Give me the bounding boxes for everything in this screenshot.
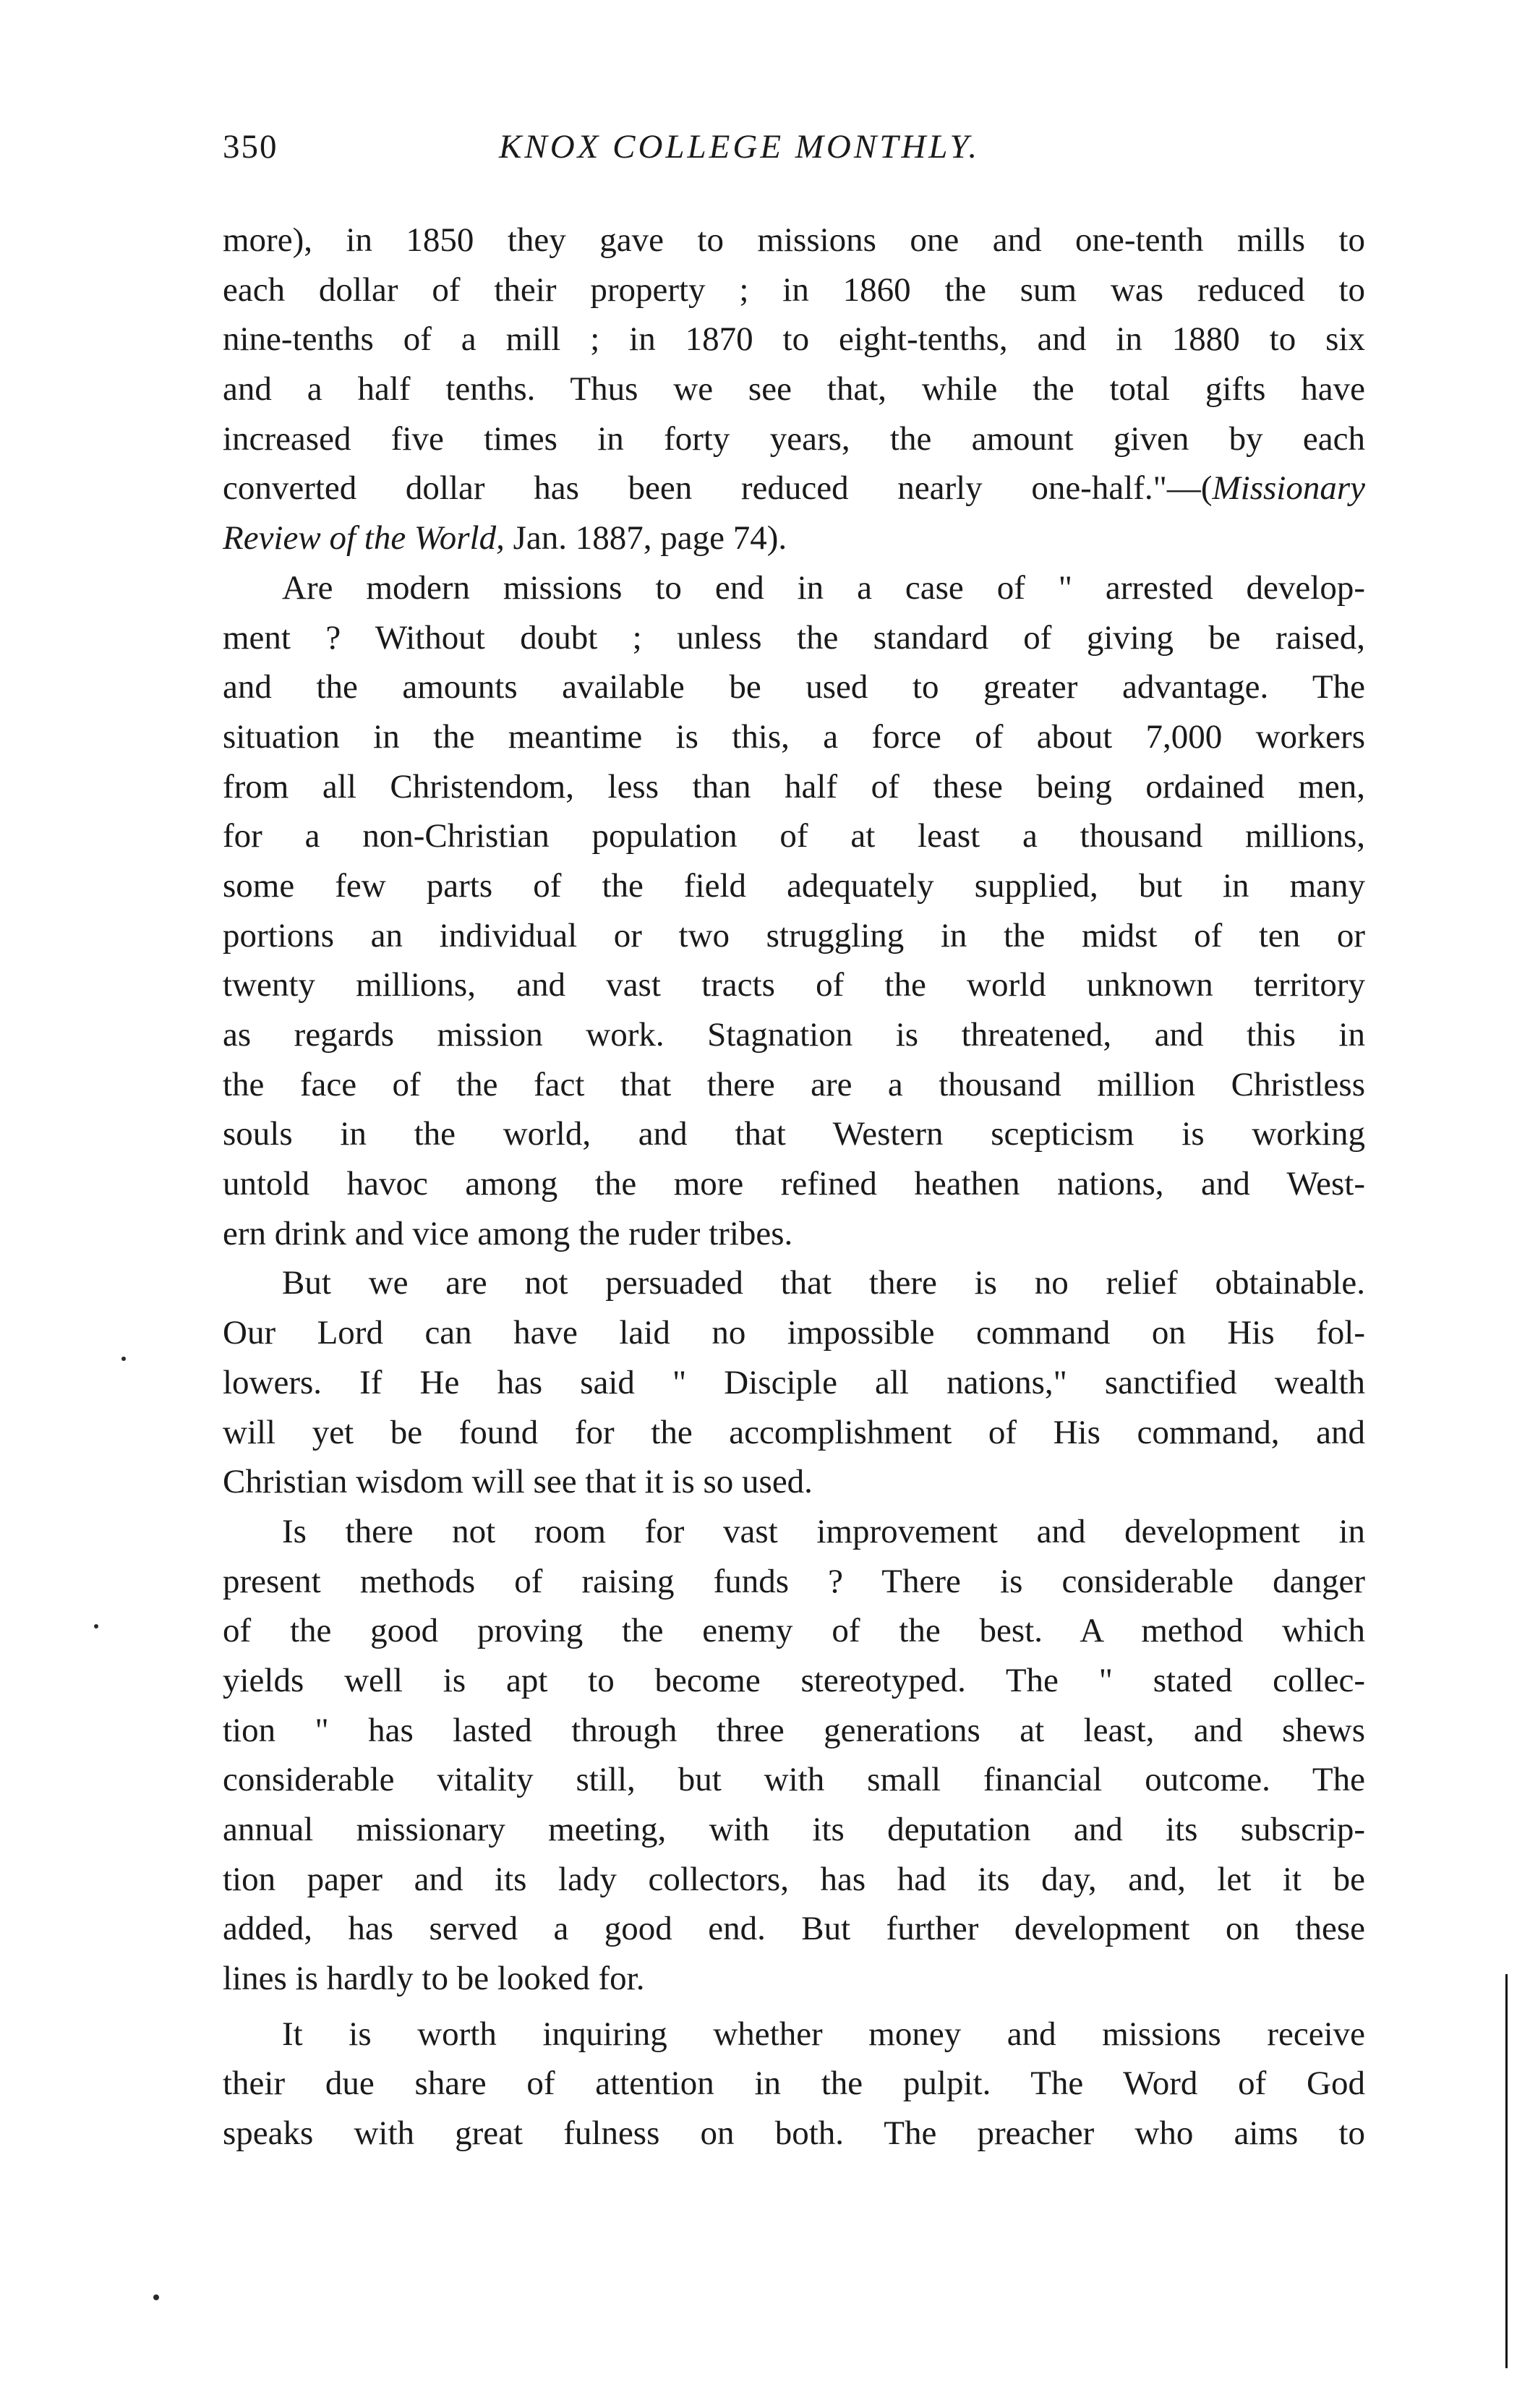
text-line: more), in 1850 they gave to missions one and one-tenth mills to bbox=[223, 221, 1365, 259]
text-line: ment ? Without doubt ; unless the standard of giving be raised, bbox=[223, 618, 1365, 657]
text-line: and the amounts available be used to greater advantage. The bbox=[223, 668, 1365, 706]
text-line: Our Lord can have laid no impossible command on His fol- bbox=[223, 1314, 1365, 1352]
body-text bbox=[223, 215, 1365, 2159]
text-line: annual missionary meeting, with its deputation and its subscrip- bbox=[223, 1811, 1365, 1848]
text-line: as regards mission work. Stagnation is threatened, and this in bbox=[223, 1016, 1365, 1054]
text-line: speaks with great fulness on both. The preacher who aims to bbox=[223, 2114, 1365, 2153]
text-line: portions an individual or two struggling in the midst of ten or bbox=[223, 916, 1365, 955]
text-line: tion " has lasted through three generations at least, and shews bbox=[223, 1711, 1365, 1749]
text-line: present methods of raising funds ? There is considerable danger bbox=[223, 1562, 1365, 1600]
text-line bbox=[223, 464, 1365, 513]
text-line: added, has served a good end. But further development on these bbox=[223, 1910, 1365, 1948]
text-line: from all Christendom, less than half of these being ordained men, bbox=[223, 767, 1365, 806]
text-line: increased five times in forty years, the amount given by each bbox=[223, 419, 1365, 458]
text-line: each dollar of their property ; in 1860 the sum was reduced to bbox=[223, 270, 1365, 309]
text-line: the face of the fact that there are a thousand million Christless bbox=[223, 1065, 1365, 1103]
text-line: considerable vitality still, but with small financial outcome. The bbox=[223, 1761, 1365, 1799]
scan-speck bbox=[121, 1357, 126, 1361]
text-line: twenty millions, and vast tracts of the world unknown territory bbox=[223, 966, 1365, 1004]
journal-citation-italic: Review of the World, bbox=[223, 519, 505, 558]
page-number: 350 bbox=[223, 128, 278, 166]
text-line: untold havoc among the more refined heathen nations, and West- bbox=[223, 1165, 1365, 1203]
scan-edge-line bbox=[1505, 1974, 1508, 2368]
journal-citation-italic: Missionary bbox=[1212, 469, 1365, 508]
text-line: But we are not persuaded that there is no relief obtainable. bbox=[282, 1264, 1365, 1302]
text-segment: converted dollar has been reduced nearly one-half."—( bbox=[223, 469, 1213, 508]
text-line: and a half tenths. Thus we see that, while the total gifts have bbox=[223, 370, 1365, 409]
text-line: nine-tenths of a mill ; in 1870 to eight-tenths, and in 1880 to six bbox=[223, 320, 1365, 359]
text-line: tion paper and its lady collectors, has had its day, and, let it be bbox=[223, 1860, 1365, 1898]
text-line: yields well is apt to become stereotyped. The " stated collec- bbox=[223, 1661, 1365, 1699]
text-line: Are modern missions to end in a case of " arrested develop- bbox=[282, 568, 1365, 607]
text-line: of the good proving the enemy of the best. A method which bbox=[223, 1612, 1365, 1650]
text-line: some few parts of the field adequately supplied, but in many bbox=[223, 866, 1365, 905]
scan-speck bbox=[94, 1624, 98, 1628]
text-line: for a non-Christian population of at least a thousand millions, bbox=[223, 817, 1365, 855]
text-line: Is there not room for vast improvement and development in bbox=[282, 1512, 1365, 1550]
text-line: will yet be found for the accomplishment of His command, and bbox=[223, 1413, 1365, 1451]
text-line: souls in the world, and that Western scepticism is working bbox=[223, 1115, 1365, 1153]
text-line: Christian wisdom will see that it is so used. bbox=[223, 1463, 813, 1501]
scan-speck bbox=[153, 2294, 159, 2300]
text-segment: Jan. 1887, page 74). bbox=[504, 519, 787, 558]
text-line bbox=[223, 513, 1365, 563]
text-line: their due share of attention in the pulpit. The Word of God bbox=[223, 2065, 1365, 2103]
paragraph-gap bbox=[223, 2004, 1365, 2010]
running-head bbox=[223, 127, 1365, 185]
text-line: lowers. If He has said " Disciple all nations," sanctified wealth bbox=[223, 1363, 1365, 1401]
text-line: It is worth inquiring whether money and missions receive bbox=[282, 2015, 1365, 2053]
text-line: lines is hardly to be looked for. bbox=[223, 1960, 645, 1998]
text-line: situation in the meantime is this, a force of about 7,000 workers bbox=[223, 717, 1365, 756]
text-line: ern drink and vice among the ruder tribes. bbox=[223, 1214, 793, 1252]
journal-title: KNOX COLLEGE MONTHLY. bbox=[499, 128, 980, 166]
